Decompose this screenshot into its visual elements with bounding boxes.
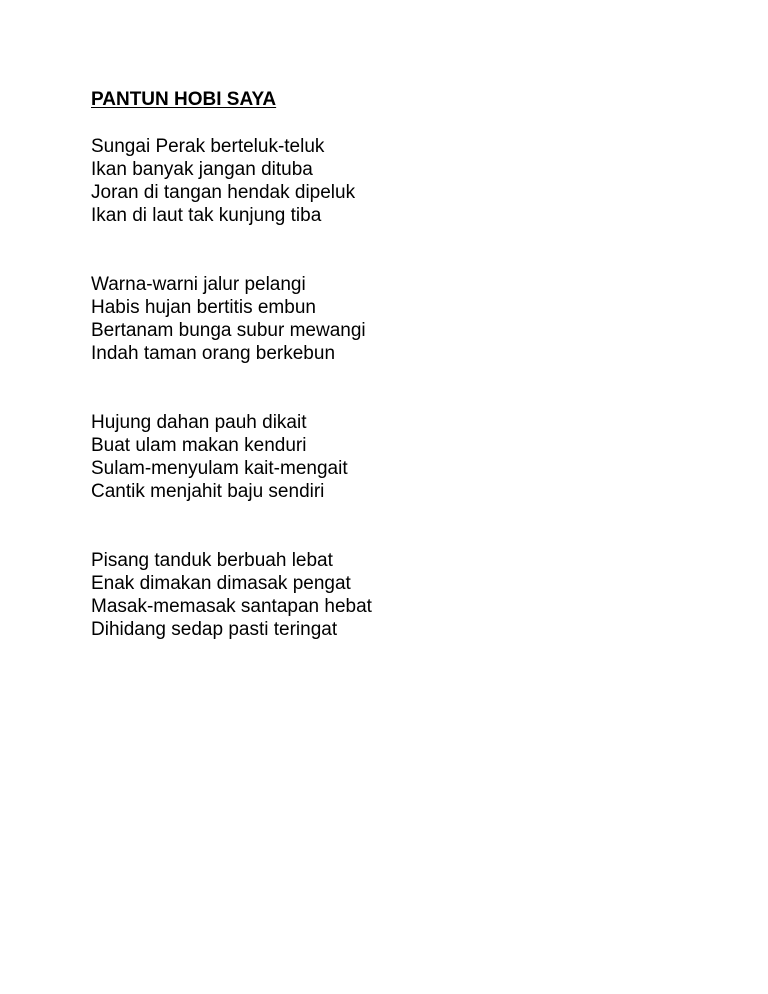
stanza-line: Sungai Perak berteluk-teluk: [91, 136, 325, 157]
stanza-line: Hujung dahan pauh dikait: [91, 412, 307, 433]
stanza-line: Indah taman orang berkebun: [91, 343, 336, 364]
stanza-line: Bertanam bunga subur mewangi: [91, 320, 366, 341]
stanza-4: [91, 549, 731, 641]
stanza-line: Masak-memasak santapan hebat: [91, 596, 372, 617]
stanza-1: [91, 135, 731, 227]
stanza-line: Habis hujan bertitis embun: [91, 297, 316, 318]
stanza-line: Ikan banyak jangan dituba: [91, 159, 313, 180]
stanza-line: Warna-warni jalur pelangi: [91, 274, 306, 295]
stanza-line: Cantik menjahit baju sendiri: [91, 481, 325, 502]
stanza-line: Enak dimakan dimasak pengat: [91, 573, 351, 594]
stanza-line: Pisang tanduk berbuah lebat: [91, 550, 333, 571]
stanza-line: Dihidang sedap pasti teringat: [91, 619, 338, 640]
stanza-line: Buat ulam makan kenduri: [91, 435, 307, 456]
stanza-3: [91, 411, 731, 503]
stanza-line: Sulam-menyulam kait-mengait: [91, 458, 348, 479]
page-title: PANTUN HOBI SAYA: [91, 89, 277, 110]
stanza-line: Ikan di laut tak kunjung tiba: [91, 205, 322, 226]
stanza-line: Joran di tangan hendak dipeluk: [91, 182, 356, 203]
document-page: [91, 88, 731, 641]
stanza-2: [91, 273, 731, 365]
